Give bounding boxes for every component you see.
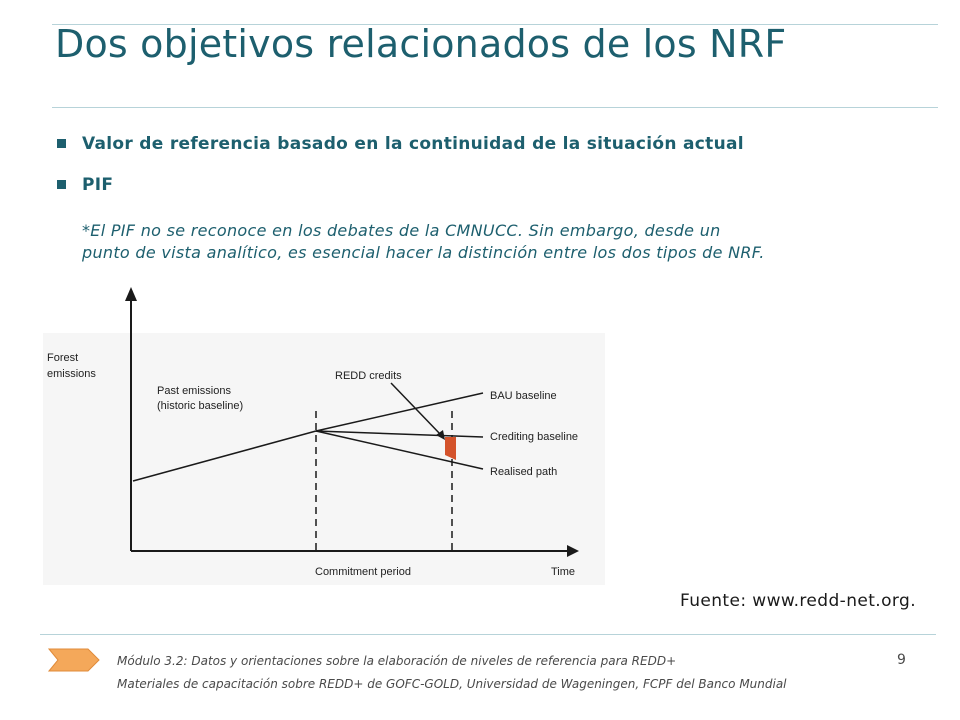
commitment-period-label: Commitment period <box>315 566 411 578</box>
x-axis-label: Time <box>551 566 576 578</box>
page-title: Dos objetivos relacionados de los NRF <box>55 22 787 66</box>
footer-rule <box>40 634 936 635</box>
past-emissions-label: (historic baseline) <box>157 400 244 412</box>
title-bottom-rule <box>52 107 938 108</box>
footer-module-text: Módulo 3.2: Datos y orientaciones sobre la elaboración de niveles de referencia para REDD+ <box>117 654 677 668</box>
footer-arrow-icon <box>48 648 100 672</box>
bullet-marker-icon <box>57 139 66 148</box>
pif-note-line: punto de vista analítico, es esencial hacer la distinción entre los dos tipos de NRF. <box>82 243 765 262</box>
realised-path-label: Realised path <box>490 466 558 478</box>
past-emissions-label: Past emissions <box>157 385 231 397</box>
diagram-background <box>43 333 605 585</box>
crediting-baseline-label: Crediting baseline <box>490 431 579 443</box>
y-axis-arrow-icon <box>125 287 137 301</box>
page-number: 9 <box>897 652 906 668</box>
emissions-diagram <box>43 283 605 585</box>
source-caption: Fuente: www.redd-net.org. <box>679 591 916 611</box>
bullet-reference-value: Valor de referencia basado en la continuidad de la situación actual <box>82 134 744 154</box>
bullet-marker-icon <box>57 180 66 189</box>
pif-note-line: *El PIF no se reconoce en los debates de la CMNUCC. Sin embargo, desde un <box>82 221 721 240</box>
y-axis-label: emissions <box>47 368 96 380</box>
y-axis-label: Forest <box>47 352 79 364</box>
pif-note <box>82 220 922 264</box>
bau-baseline-label: BAU baseline <box>490 390 557 402</box>
bullet-pif: PIF <box>82 175 114 195</box>
redd-credits-label: REDD credits <box>335 370 402 382</box>
footer-credits-text: Materiales de capacitación sobre REDD+ de GOFC-GOLD, Universidad de Wageningen, FCPF del Banco Mundial <box>117 677 787 691</box>
